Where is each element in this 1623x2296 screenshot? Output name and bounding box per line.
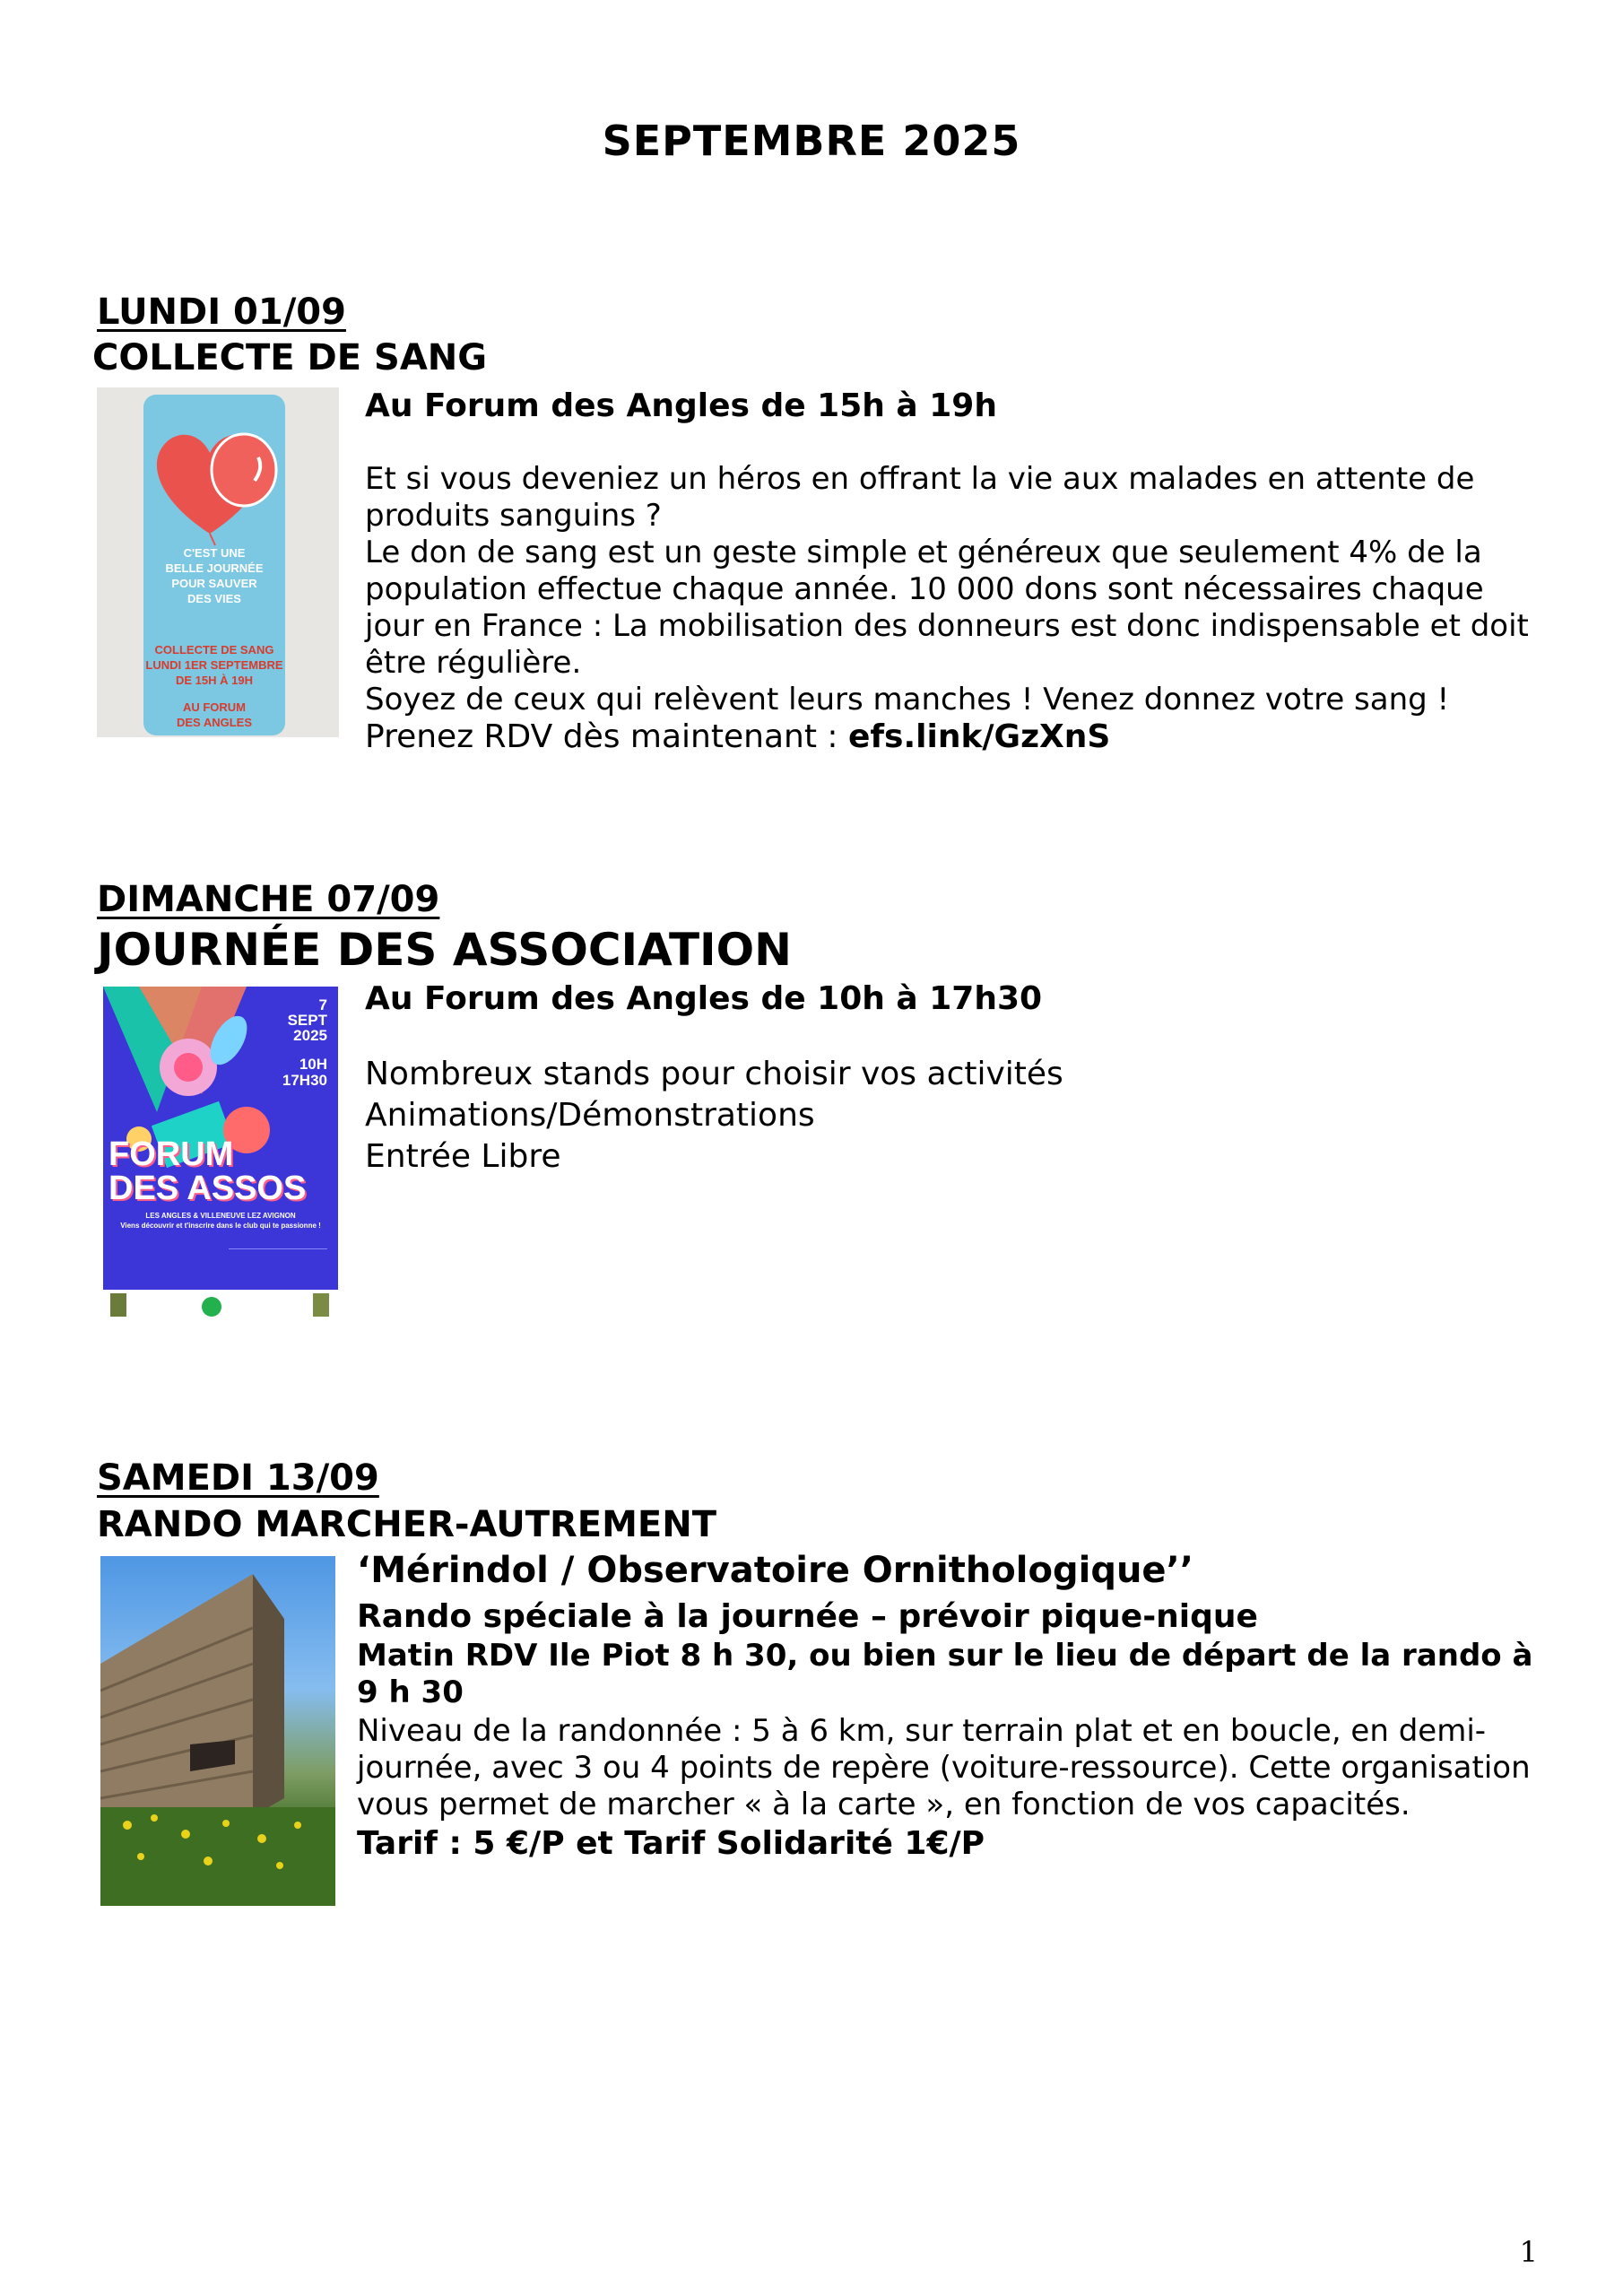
event-description	[365, 1054, 1063, 1178]
rando-subtitle: ‘Mérindol / Observatoire Ornithologique’’	[357, 1550, 1193, 1591]
event-description	[365, 461, 1529, 755]
runner-logo-icon	[202, 1297, 221, 1317]
heart-balloon-icon	[143, 404, 285, 547]
description-line: produits sanguins ?	[365, 498, 662, 534]
poster-date-line: 2025	[293, 1027, 327, 1044]
poster-tag-line: LES ANGLES & VILLENEUVE LEZ AVIGNON	[145, 1212, 296, 1220]
poster-logo-strip	[103, 1290, 338, 1323]
event-day-heading: LUNDI 01/09	[97, 291, 346, 333]
description-line: Soyez de ceux qui relèvent leurs manches ! Venez donnez votre sang !	[365, 682, 1450, 718]
page-number: 1	[1519, 2235, 1538, 2269]
rdv-line	[365, 718, 1529, 755]
event-title: JOURNÉE DES ASSOCIATION	[97, 924, 792, 976]
poster-tag-line: Viens découvrir et t'inscrire dans le club qui te passionne !	[120, 1222, 321, 1230]
observatory-building-icon	[100, 1556, 335, 1906]
poster-name-line: DES ASSOS	[108, 1170, 307, 1207]
poster-slogan-line: BELLE JOURNÉE	[165, 561, 264, 575]
event-location: Au Forum des Angles de 10h à 17h30	[365, 980, 1043, 1017]
description-line: vous permet de marcher « à la carte », en fonction de vos capacités.	[357, 1787, 1410, 1822]
poster-date-line: 7	[318, 996, 327, 1013]
partner-logo-icon	[110, 1293, 126, 1317]
event-day-heading: DIMANCHE 07/09	[97, 879, 440, 920]
description-line: jour en France : La mobilisation des donneurs est donc indispensable et doit	[365, 608, 1529, 644]
rando-special: Rando spéciale à la journée – prévoir pique-nique	[357, 1598, 1258, 1635]
description-line: être régulière.	[365, 645, 582, 681]
description-line: Le don de sang est un geste simple et généreux que seulement 4% de la	[365, 535, 1482, 570]
rando-meeting	[357, 1638, 1532, 1711]
poster-info-line: COLLECTE DE SANG	[154, 643, 274, 657]
description-line: population effectue chaque année. 10 000 dons sont nécessaires chaque	[365, 571, 1484, 607]
poster-hours-line: 10H	[299, 1056, 327, 1073]
poster-info-line: DE 15H À 19H	[176, 674, 253, 687]
meeting-line: Matin RDV Ile Piot 8 h 30, ou bien sur le lieu de départ de la rando à	[357, 1638, 1533, 1674]
poster-slogan-line: C'EST UNE	[183, 546, 246, 560]
event-location: Au Forum des Angles de 15h à 19h	[365, 387, 997, 424]
page-title: SEPTEMBRE 2025	[602, 117, 1021, 165]
event-description	[357, 1713, 1531, 1823]
partner-logo-icon	[313, 1293, 329, 1317]
description-line: Nombreux stands pour choisir vos activités	[365, 1056, 1063, 1092]
poster-place-line: DES ANGLES	[176, 716, 253, 729]
poster-info-line: LUNDI 1ER SEPTEMBRE	[145, 658, 283, 672]
poster-hours-line: 17H30	[282, 1072, 327, 1089]
poster-place-line: AU FORUM	[182, 700, 247, 714]
blood-drive-poster	[97, 387, 339, 737]
description-line: journée, avec 3 ou 4 points de repère (voiture-ressource). Cette organisation	[357, 1750, 1531, 1786]
rdv-link[interactable]: efs.link/GzXnS	[847, 718, 1111, 755]
description-line: Niveau de la randonnée : 5 à 6 km, sur terrain plat et en boucle, en demi-	[357, 1713, 1487, 1749]
poster-card	[143, 395, 285, 735]
description-line: Et si vous deveniez un héros en offrant la vie aux malades en attente de	[365, 461, 1475, 497]
meeting-line: 9 h 30	[357, 1674, 464, 1710]
poster-contact-block	[229, 1248, 327, 1287]
poster-name-line: FORUM	[108, 1135, 234, 1173]
forum-assos-poster	[103, 987, 338, 1323]
rdv-label: Prenez RDV dès maintenant :	[365, 718, 848, 755]
observatory-photo	[100, 1556, 335, 1906]
rando-price: Tarif : 5 €/P et Tarif Solidarité 1€/P	[357, 1825, 985, 1862]
poster-slogan-line: DES VIES	[187, 592, 241, 605]
description-line: Animations/Démonstrations	[365, 1097, 815, 1134]
event-day-heading: SAMEDI 13/09	[97, 1457, 379, 1499]
description-line: Entrée Libre	[365, 1138, 561, 1175]
poster-slogan-line: POUR SAUVER	[171, 577, 257, 590]
event-title: COLLECTE DE SANG	[92, 337, 488, 378]
event-title: RANDO MARCHER-AUTREMENT	[97, 1504, 716, 1545]
poster-date-line: SEPT	[287, 1012, 327, 1029]
